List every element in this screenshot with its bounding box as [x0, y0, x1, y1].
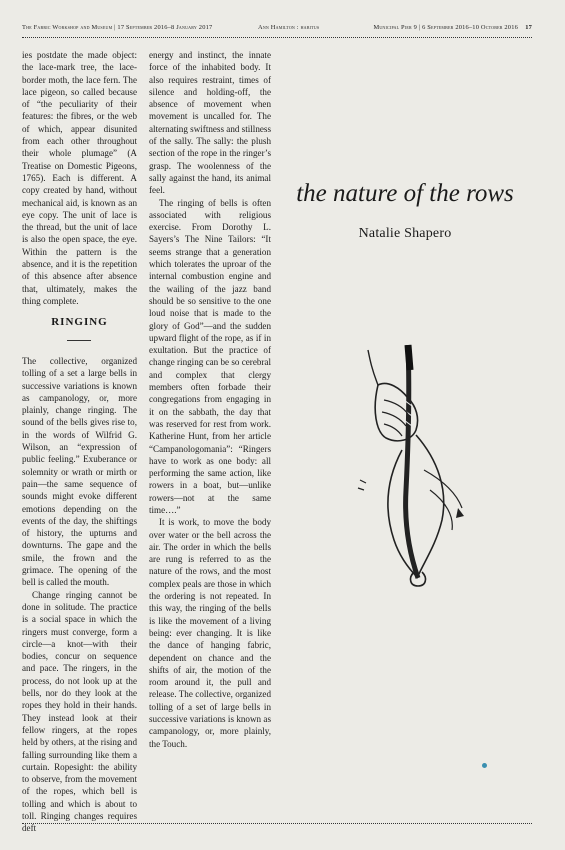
header-left: The Fabric Workshop and Museum | 17 September 2016–8 January 2017: [22, 24, 213, 31]
paragraph: Change ringing cannot be done in solitude. The practice is a social space in which the ringers must converge, form a circle—a knot—with their bodies, concur on sequence and pace. The ringers, in the process, do not look up at the bells, nor do they look at the ropes they hold in their hands. They instead look at their fellow ringers, at the ropes held by others, at the rising and falling surrounding like them a curtain. Ropesight: the ability to observe, from the movement of the ropes, which bell is tolling and which is about to toll. Ringing changes requires deft: [22, 589, 137, 834]
poem-author: Natalie Shapero: [358, 226, 452, 241]
blue-dot-mark: [482, 763, 487, 768]
page-number: 17: [525, 24, 532, 31]
header-right: Municipal Pier 9 | 6 September 2016–10 October 2016: [373, 24, 518, 31]
header-dotted-rule: [22, 37, 532, 38]
poem-title: the nature of the rows: [296, 180, 514, 207]
header-middle: Ann Hamilton : habitus: [258, 24, 320, 31]
footer-dotted-rule: [22, 823, 532, 824]
paragraph: It is work, to move the body over water or the bell across the air. The order in which the bells are rung is referred to as the nature of the rows, and the most complex peals are those in which the ordering is not repeated. In this way, the ringing of the bells is like the movement of a living being: ever changing. It is like the dance of hanging fabric, dependent on chance and the shifts of air, the motion of the room around it, the pull and release. The collective, organized tolling of a set of large bells in successive variations is known as campanology, or, more plainly, the Touch.: [149, 517, 271, 749]
column-1-top: [22, 49, 137, 317]
paragraph: ies postdate the made object: the lace-mark tree, the lace-border moth, the lace fern. The lace pigeon, so called because of “the peculiarity of their features: the fibres, or the web of which, appear disunited from each other throughout their whole plumage” (A Treatise on Domestic Pigeons, 1765). Each is different. A copy created by hand, without mechanical aid, is known as an eye copy. The unit of lace is the thread, but the unit of lace is also the open space, the eye. Within the pattern is the absence, and it is the repetition of this absence after absence that, ultimately, makes the thing complete.: [22, 50, 137, 306]
column-1-bottom: [22, 355, 137, 834]
section-heading: RINGING: [51, 316, 108, 328]
paragraph: The collective, organized tolling of a set a large bells in successive variations is known as campanology, or, more plainly, change ringing. The sound of the bells gives rise to, in the words of Wilfrid G. Wilson, an “expression of public feeling.” Exuberance or solemnity or wrath or mirth or pain—the same sequence of sounds might evoke different emotions depending on the events of the day, the shiftings of history, the upturns and downturns. The gape and the smile, the frown and the grimace. The opening of the bell is called the mouth.: [22, 356, 137, 588]
hand-pulling-bell-rope-icon: [338, 340, 488, 590]
section-divider: [67, 340, 91, 341]
paragraph: energy and instinct, the innate force of the inhabited body. It also requires restraint, times of silence and holding-off, the absence of movement when movement is uncalled for. The alternating swiftness and stillness of the sally. The sally: the plush section of the rope in the ringer’s grasp. The woolenness of the sally against the hand, its animal feel.: [149, 50, 271, 196]
paragraph: The ringing of bells is often associated with religious exercise. From Dorothy L. Sayers’s The Nine Tailors: “It seems strange that a generation which tolerates the uproar of the internal combustion engine and the wailing of the jazz band should be so sensitive to the one loud noise that is made to the glory of God”—and the sudden upward flight of the rope, as if in exultation. But the practice of change ringing can be so cerebral and complex that clergy members often forbade their congregations from engaging in it on the sabbath, the day that was reserved for rest from work. Katherine Hunt, from her article “Campanologomania”: “Ringers have to work as one body: all performing the same action, like rowers in a boat, but—unlike rowers—not at the same time….”: [149, 197, 271, 515]
column-2: [149, 49, 271, 749]
page-header: [22, 24, 532, 36]
